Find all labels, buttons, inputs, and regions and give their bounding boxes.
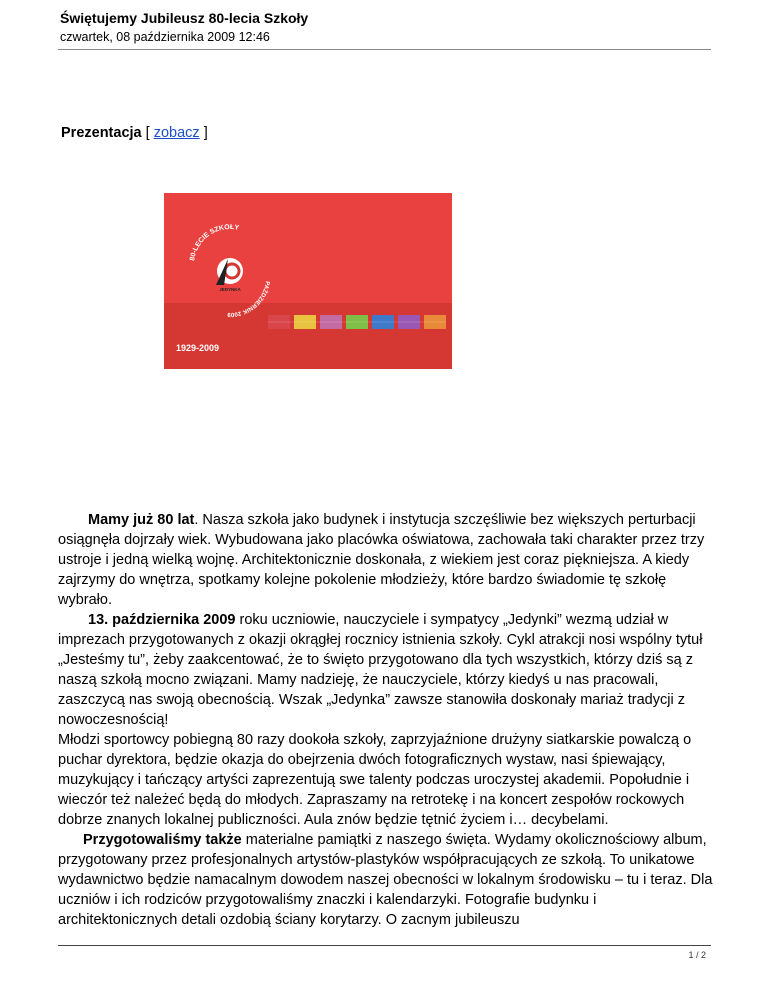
article-body — [58, 510, 713, 930]
p3-text: Młodzi sportowcy pobiegną 80 razy dookoła szkoły, zaprzyjaźnione drużyny siatkarskie powalczą o puchar dyrektora, będzie okazja do obejrzenia dwóch fotograficznych wystaw, nasi śpiewający, muzykujący i tańczący artyści zaprezentują swe talenty podczas uroczystej akademii. Popołudnie i wieczór też należeć będą do młodych. Zapraszamy na retrotekę i na koncert zespołów rockowych dobrze znanych lokalnej publiczności. Aula znów będzie tętnić życiem i… decybelami. — [58, 732, 692, 828]
banner-strip — [164, 303, 452, 369]
p4-bold: Przygotowaliśmy także — [83, 832, 242, 848]
banner-arc-bottom-text: PAŹDZIERNIK 2009 — [227, 280, 270, 318]
logo-text: JEDYNKA — [219, 287, 241, 292]
document-date: czwartek, 08 października 2009 12:46 — [60, 30, 270, 44]
paragraph-3 — [58, 730, 713, 830]
paragraph-4 — [58, 830, 713, 930]
paragraph-2 — [58, 610, 713, 730]
p2-bold: 13. października 2009 — [88, 612, 236, 628]
presentation-line — [61, 125, 208, 141]
jubilee-banner-image — [164, 193, 452, 369]
open-bracket: [ — [145, 125, 150, 141]
presentation-label: Prezentacja — [61, 125, 142, 141]
close-bracket: ] — [203, 125, 208, 141]
footer-divider — [58, 945, 711, 946]
document-title: Świętujemy Jubileusz 80-lecia Szkoły — [60, 10, 309, 26]
p4-text: materialne pamiątki z naszego święta. Wydamy okolicznościowy album, przygotowany przez profesjonalnych artystów-plastyków współpracujących ze szkołą. To unikatowe wydawnictwo będzie namacalnym dowodem naszej obecności w lokalnym środowisku – tu i teraz. Dla uczniów i ich rodziców przygotowaliśmy znaczki i kalendarzyki. Fotografie budynku i architektonicznych detali ozdobią ściany korytarzy. O zacnym jubileuszu — [58, 832, 713, 928]
p2-text: roku uczniowie, nauczyciele i sympatycy „Jedynki” wezmą udział w imprezach przygotowanych z okazji okrągłej rocznicy istnienia szkoły. Cykl atrakcji nosi wspólny tytuł „Jesteśmy tu”, żeby zaakcentować, że to święto przygotowano dla tych wszystkich, którzy dziś są z naszą szkołą mocno związani. Mamy nadzieję, że nauczyciele, którzy kiedyś u nas pracowali, zaszczycą nas swoją obecnością. Wszak „Jedynka” zawsze stanowiła doskonały mariaż tradycji z nowoczesnością! — [58, 612, 703, 728]
banner-arc-top-text: 80-LECIE SZKOŁY — [189, 223, 240, 262]
school-logo — [216, 258, 243, 292]
page-number: 1 / 2 — [688, 950, 706, 960]
paragraph-1 — [58, 510, 713, 610]
p1-bold: Mamy już 80 lat — [88, 512, 195, 528]
p1-text: . Nasza szkoła jako budynek i instytucja szczęśliwie bez większych perturbacji osiągnęła dojrzały wiek. Wybudowana jako placówka oświatowa, zachowała taki charakter przez trzy ustroje i jedną wielką wojnę. Architektonicznie doskonała, z wiekiem jest coraz piękniejsza. A kiedy zajrzymy do wnętrza, spotkamy kolejne pokolenie młodzieży, które bardzo świadomie tę szkołę wybrało. — [58, 512, 705, 608]
banner-years: 1929-2009 — [176, 343, 220, 353]
header-divider — [58, 49, 711, 50]
presentation-link[interactable]: zobacz — [153, 125, 200, 141]
building-tiles — [268, 315, 446, 329]
